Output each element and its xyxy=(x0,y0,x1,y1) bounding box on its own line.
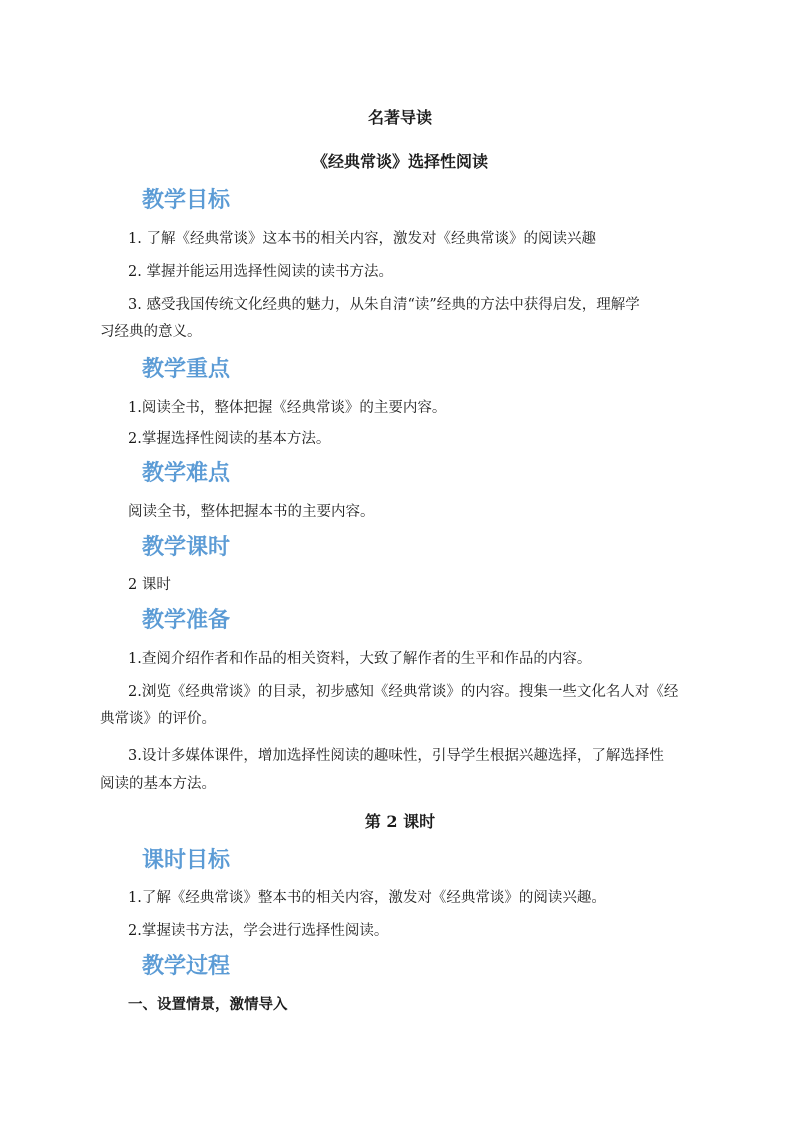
objective-item-1: 1. 了解《经典常谈》这本书的相关内容，激发对《经典常谈》的阅读兴趣 xyxy=(128,231,596,247)
preparation-item-1: 1.查阅介绍作者和作品的相关资料，大致了解作者的生平和作品的内容。 xyxy=(128,651,592,667)
objective-item-3: 3. 感受我国传统文化经典的魅力，从朱自清“读”经典的方法中获得启发，理解学 xyxy=(128,297,640,313)
preparation-item-2: 2.浏览《经典常谈》的目录，初步感知《经典常谈》的内容。搜集一些文化名人对《经 xyxy=(128,684,679,700)
key-points-heading: 教学重点 xyxy=(142,357,231,382)
lesson-objective-item-1: 1.了解《经典常谈》整本书的相关内容，激发对《经典常谈》的阅读兴趣。 xyxy=(128,890,606,906)
document-title: 名著导读 xyxy=(367,108,432,127)
hours-heading: 教学课时 xyxy=(142,535,231,560)
difficulties-heading: 教学难点 xyxy=(142,461,231,486)
lesson-objective-item-2: 2.掌握读书方法，学会进行选择性阅读。 xyxy=(128,923,389,939)
preparation-item-3-continued: 阅读的基本方法。 xyxy=(100,776,216,792)
process-step-one: 一、设置情景，激情导入 xyxy=(128,997,288,1013)
preparation-item-2-continued: 典常谈》的评价。 xyxy=(100,711,216,727)
difficulty-item-1: 阅读全书，整体把握本书的主要内容。 xyxy=(128,504,375,520)
preparation-item-3: 3.设计多媒体课件，增加选择性阅读的趣味性，引导学生根据兴趣选择，了解选择性 xyxy=(128,748,664,764)
key-point-item-2: 2.掌握选择性阅读的基本方法。 xyxy=(128,431,331,447)
preparation-heading: 教学准备 xyxy=(142,608,231,633)
hours-item-1: 2 课时 xyxy=(128,577,171,593)
document-subtitle: 《经典常谈》选择性阅读 xyxy=(311,152,488,171)
lesson-objectives-heading: 课时目标 xyxy=(142,848,231,873)
objectives-heading: 教学目标 xyxy=(142,188,231,213)
process-heading: 教学过程 xyxy=(142,954,231,979)
objective-item-2: 2. 掌握并能运用选择性阅读的读书方法。 xyxy=(128,264,393,280)
lesson-label: 第 2 课时 xyxy=(364,812,436,831)
objective-item-3-continued: 习经典的意义。 xyxy=(100,324,202,340)
key-point-item-1: 1.阅读全书，整体把握《经典常谈》的主要内容。 xyxy=(128,400,447,416)
